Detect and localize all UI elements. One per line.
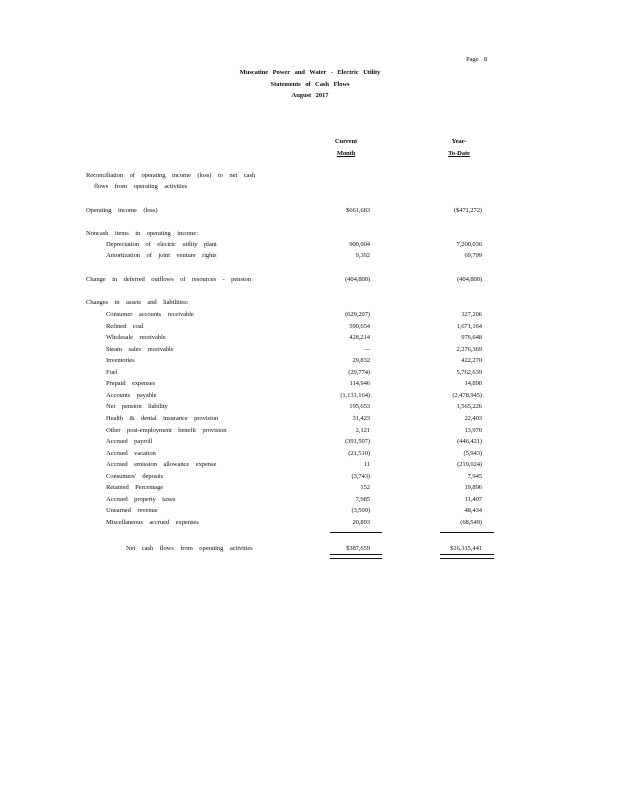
change-row-ytd: 22,403 <box>464 414 482 422</box>
change-row-label: Wholesale receivable <box>106 334 166 342</box>
deferred-outflows-current: (404,800) <box>345 276 370 283</box>
change-row-ytd: (5,943) <box>463 449 482 457</box>
change-row-label: Inventories <box>106 357 135 365</box>
noncash-row-current: 9,392 <box>355 252 370 259</box>
noncash-heading: Noncash items in operating income: <box>86 230 198 237</box>
change-row-ytd: (219,024) <box>457 461 482 469</box>
change-row-ytd: 422,270 <box>461 357 482 365</box>
change-row-label: Accrued vacation <box>106 449 156 457</box>
change-row-ytd: 2,276,369 <box>456 345 482 353</box>
change-row-current: 7,985 <box>355 495 370 503</box>
change-row-ytd: 1,565,226 <box>456 403 482 411</box>
page-number: Page 8 <box>466 56 488 63</box>
change-row-current: 2,121 <box>355 426 370 434</box>
report-subtitle: Statements of Cash Flows <box>270 81 350 88</box>
change-row-current: (1,131,164) <box>340 391 370 399</box>
change-row-current: 152 <box>360 484 370 492</box>
change-row-ytd: 14,890 <box>464 380 482 388</box>
report-period: August 2017 <box>291 92 329 99</box>
change-row-ytd: 11,407 <box>464 495 482 503</box>
column-header-current: Current <box>334 138 358 145</box>
noncash-row-ytd: 69,799 <box>464 252 482 259</box>
deferred-outflows-ytd: (404,800) <box>457 276 482 283</box>
change-row-ytd: 327,206 <box>461 311 482 318</box>
change-row-current: (29,774) <box>348 368 370 376</box>
change-row-label: Unearned revenue <box>106 507 158 515</box>
change-row-label: Health & dental insurance provision <box>106 414 219 422</box>
net-cash-label: Net cash flows from operating activities <box>126 545 253 552</box>
change-row-current: 11 <box>363 461 370 469</box>
change-row-label: Other post-employment benefit provision <box>106 426 227 434</box>
noncash-row-label: Depreciation of electric utility plant <box>106 241 217 248</box>
change-row-current: (391,507) <box>345 438 370 446</box>
change-row-label: Miscellaneous accrued expenses <box>106 518 199 526</box>
change-row-ytd: 13,970 <box>464 426 482 434</box>
change-row-current: (3,743) <box>351 472 370 480</box>
noncash-row-ytd: 7,200,036 <box>456 241 482 248</box>
operating-income-label: Operating income (loss) <box>86 207 158 214</box>
change-row-label: Accrued emission allowance expense <box>106 461 217 469</box>
change-row-current: 114,946 <box>349 380 370 388</box>
net-cash-current: $387,659 <box>346 545 370 552</box>
change-row-label: Net pension liability <box>106 403 168 411</box>
change-row-current: (629,297) <box>345 311 370 318</box>
change-row-ytd: (68,549) <box>460 518 482 526</box>
change-row-label: Steam sales receivable <box>106 345 174 353</box>
reconciliation-heading-cont: flows from operating activities <box>94 183 188 190</box>
change-row-current: 31,423 <box>352 414 370 422</box>
changes-heading: Changes in assets and liabilities: <box>86 299 189 306</box>
change-row-label: Consumer accounts receivable <box>106 311 194 318</box>
change-row-current: 20,893 <box>352 518 370 526</box>
change-row-current: (3,509) <box>351 507 370 515</box>
change-row-current: (21,510) <box>348 449 370 457</box>
change-row-label: Retained Percentage <box>106 484 164 492</box>
change-row-current: 29,832 <box>352 357 370 365</box>
deferred-outflows-label: Change in deferred outflows of resources - pension <box>86 276 251 283</box>
change-row-label: Refined coal <box>106 322 144 330</box>
operating-income-ytd: ($471,272) <box>453 207 482 214</box>
change-row-label: Prepaid expenses <box>106 380 155 388</box>
subtotal-rule-ytd <box>440 532 494 533</box>
change-row-current: 428,214 <box>349 334 370 342</box>
operating-income-current: $661,683 <box>346 207 370 214</box>
subtotal-rule-current <box>330 532 382 533</box>
change-row-label: Accrued property taxes <box>106 495 176 503</box>
change-row-ytd: 976,648 <box>461 334 482 342</box>
change-row-ytd: 1,671,164 <box>456 322 482 330</box>
column-header-ytd-todate: To-Date <box>448 150 470 157</box>
noncash-row-current: 900,004 <box>349 241 370 248</box>
column-header-ytd: Year- <box>451 138 467 145</box>
noncash-row-label: Amortization of joint venture rights <box>106 252 217 259</box>
total-double-rule-current <box>330 554 382 559</box>
change-row-ytd: 48,434 <box>464 507 482 515</box>
change-row-ytd: 7,945 <box>467 472 482 480</box>
change-row-current: — <box>363 345 370 353</box>
change-row-label: Consumers' deposits <box>106 472 164 480</box>
change-row-current: 195,653 <box>349 403 370 411</box>
change-row-label: Fuel <box>106 368 118 376</box>
report-title: Muscatine Power and Water - Electric Utility <box>239 69 381 76</box>
column-header-current-month: Month <box>336 150 356 157</box>
total-double-rule-ytd <box>440 554 494 559</box>
change-row-ytd: (2,478,945) <box>452 391 482 399</box>
change-row-label: Accounts payable <box>106 391 157 399</box>
reconciliation-heading: Reconciliation of operating income (loss) to net cash <box>86 172 256 179</box>
change-row-ytd: 5,762,639 <box>456 368 482 376</box>
change-row-ytd: (446,421) <box>457 438 482 446</box>
change-row-ytd: 19,896 <box>464 484 482 492</box>
net-cash-ytd: $16,315,441 <box>450 545 482 552</box>
change-row-current: 590,654 <box>349 322 370 330</box>
change-row-label: Accrued payroll <box>106 438 153 446</box>
